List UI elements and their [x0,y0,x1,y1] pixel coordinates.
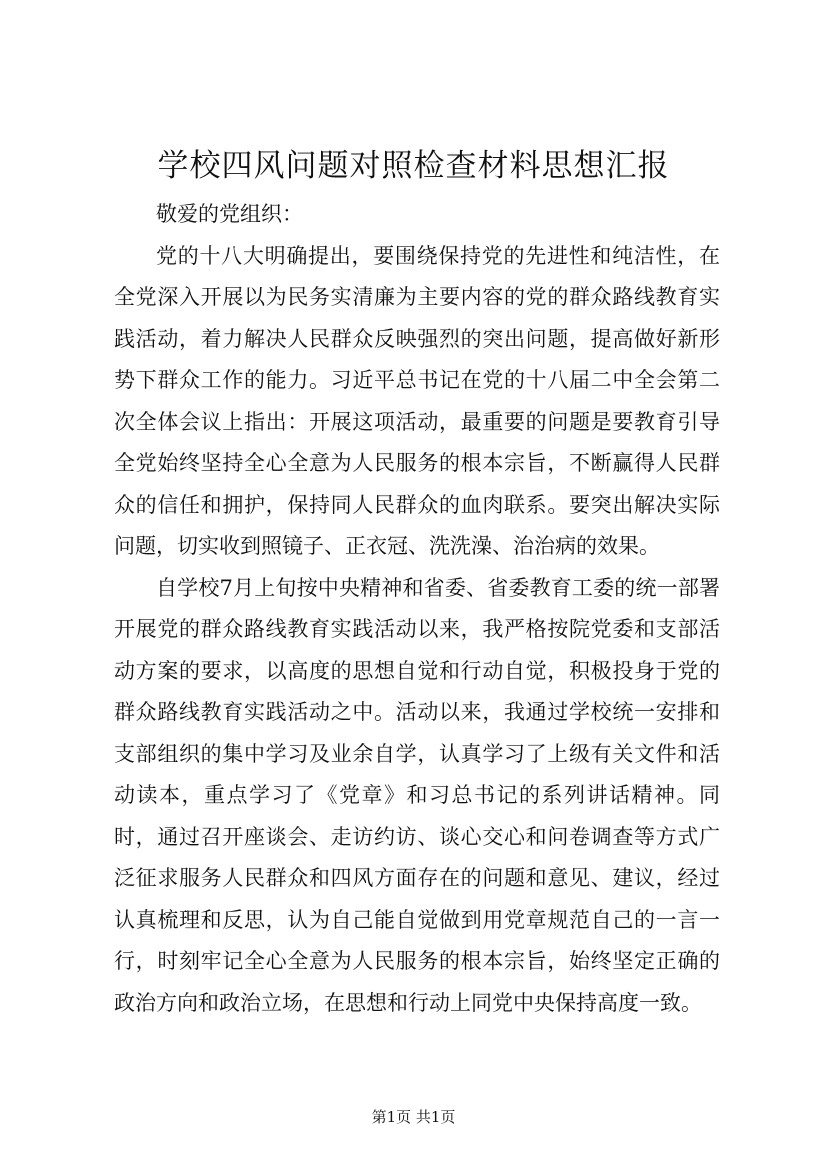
paragraph-1: 党的十八大明确提出，要围绕保持党的先进性和纯洁性，在全党深入开展以为民务实清廉为主要内容的党的群众路线教育实践活动，着力解决人民群众反映强烈的突出问题，提高做好新形势下群众工作的能力。习近平总书记在党的十八届二中全会第二次全体会议上指出：开展这项活动，最重要的问题是要教育引导全党始终坚持全心全意为人民服务的根本宗旨，不断赢得人民群众的信任和拥护，保持同人民群众的血肉联系。要突出解决实际问题，切实收到照镜子、正衣冠、洗洗澡、治治病的效果。 [114,243,720,558]
document-body [114,194,720,1024]
document-title: 学校四风问题对照检查材料思想汇报 [157,148,670,184]
page-footer: 第1页 共1页 [371,1108,456,1126]
salutation: 敬爱的党组织： [156,202,303,226]
paragraph-2: 自学校7月上旬按中央精神和省委、省委教育工委的统一部署开展党的群众路线教育实践活动以来，我严格按院党委和支部活动方案的要求，以高度的思想自觉和行动自觉，积极投身于党的群众路线教育实践活动之中。活动以来，我通过学校统一安排和支部组织的集中学习及业余自学，认真学习了上级有关文件和活动读本，重点学习了《党章》和习总书记的系列讲话精神。同时，通过召开座谈会、走访约访、谈心交心和问卷调查等方式广泛征求服务人民群众和四风方面存在的问题和意见、建议，经过认真梳理和反思，认为自己能自觉做到用党章规范自己的一言一行，时刻牢记全心全意为人民服务的根本宗旨，始终坚定正确的政治方向和政治立场，在思想和行动上同党中央保持高度一致。 [114,575,720,1015]
